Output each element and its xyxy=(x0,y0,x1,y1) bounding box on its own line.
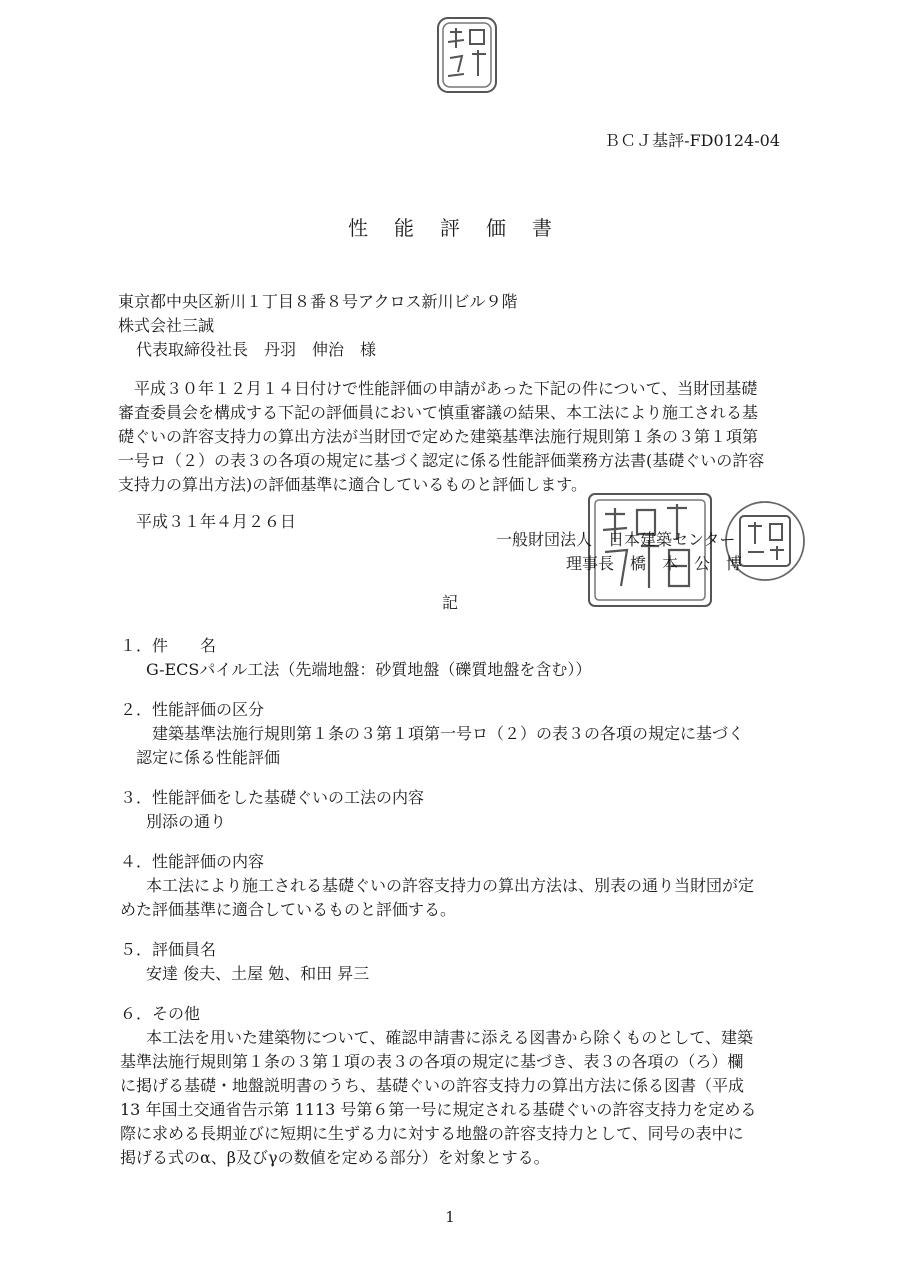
body-paragraph xyxy=(118,377,786,497)
section-2-line: 建築基準法施行規則第１条の３第１項第一号ロ（２）の表３の各項の規定に基づく xyxy=(152,724,745,743)
section-2-title: ２．性能評価の区分 xyxy=(120,700,265,719)
section-1-title: １．件 名 xyxy=(120,636,217,655)
recipient-representative: 代表取締役社長 丹羽 伸治 様 xyxy=(136,340,377,359)
body-line: 平成３０年１２月１４日付けで性能評価の申請があった下記の件について、当財団基礎 xyxy=(118,379,758,398)
issue-date: 平成３１年４月２６日 xyxy=(136,512,297,531)
section-5-title: ５．評価員名 xyxy=(120,940,217,959)
issuer-chairman: 理事長 橋 本 公 博 xyxy=(566,554,743,573)
recipient-address: 東京都中央区新川１丁目８番８号アクロス新川ビル９階 xyxy=(118,292,518,311)
section-2-line: 認定に係る性能評価 xyxy=(136,748,281,767)
section-6-line: に掲げる基礎・地盤説明書のうち、基礎ぐいの許容支持力の算出方法に係る図書（平成 xyxy=(120,1076,745,1095)
issuer-organization: 一般財団法人 日本建築センター xyxy=(496,530,736,549)
section-6-line: 掲げる式のα、β及びγの数値を定める部分）を対象とする。 xyxy=(120,1148,550,1167)
ki-heading: 記 xyxy=(441,593,458,612)
section-6-line: 際に求める長期並びに短期に生ずる力に対する地盤の許容支持力として、同号の表中に xyxy=(120,1124,744,1143)
body-line: 一号ロ（２）の表３の各項の規定に基づく認定に係る性能評価業務方法書(基礎ぐいの許容 xyxy=(118,451,765,470)
section-4-title: ４．性能評価の内容 xyxy=(120,852,265,871)
section-4-line: 本工法により施工される基礎ぐいの許容支持力の算出方法は、別表の通り当財団が定 xyxy=(146,876,755,895)
recipient-company: 株式会社三誠 xyxy=(118,316,215,335)
document-title: 性能評価書 xyxy=(348,216,578,240)
document-number: ＢＣＪ基評-FD0124-04 xyxy=(604,131,780,150)
section-6-title: ６．その他 xyxy=(120,1004,201,1023)
section-4-line: めた評価基準に適合しているものと評価する。 xyxy=(120,900,457,919)
section-3-line: 別添の通り xyxy=(146,812,227,831)
section-6-line: 13 年国土交通省告示第 1113 号第６第一号に規定される基礎ぐいの許容支持力を定める xyxy=(120,1100,757,1119)
body-line: 審査委員会を構成する下記の評価員において慎重審議の結果、本工法により施工される基 xyxy=(118,403,759,422)
body-line: 礎ぐいの許容支持力の算出方法が当財団で定めた建築基準法施行規則第１条の３第１項第 xyxy=(118,427,759,446)
section-6-line: 基準法施行規則第１条の３第１項の表３の各項の規定に基づき、表３の各項の（ろ）欄 xyxy=(120,1052,744,1071)
body-line: 支持力の算出方法)の評価基準に適合しているものと評価します。 xyxy=(118,475,587,494)
top-seal-stamp xyxy=(432,14,504,96)
section-6-line: 本工法を用いた建築物について、確認申請書に添える図書から除くものとして、建築 xyxy=(146,1028,754,1047)
section-1-line: G-ECSパイル工法（先端地盤：砂質地盤（礫質地盤を含む）） xyxy=(146,660,592,679)
section-3-title: ３．性能評価をした基礎ぐいの工法の内容 xyxy=(120,788,425,807)
page-number: 1 xyxy=(445,1208,455,1226)
section-5-line: 安達 俊夫、土屋 勉、和田 昇三 xyxy=(146,964,370,983)
